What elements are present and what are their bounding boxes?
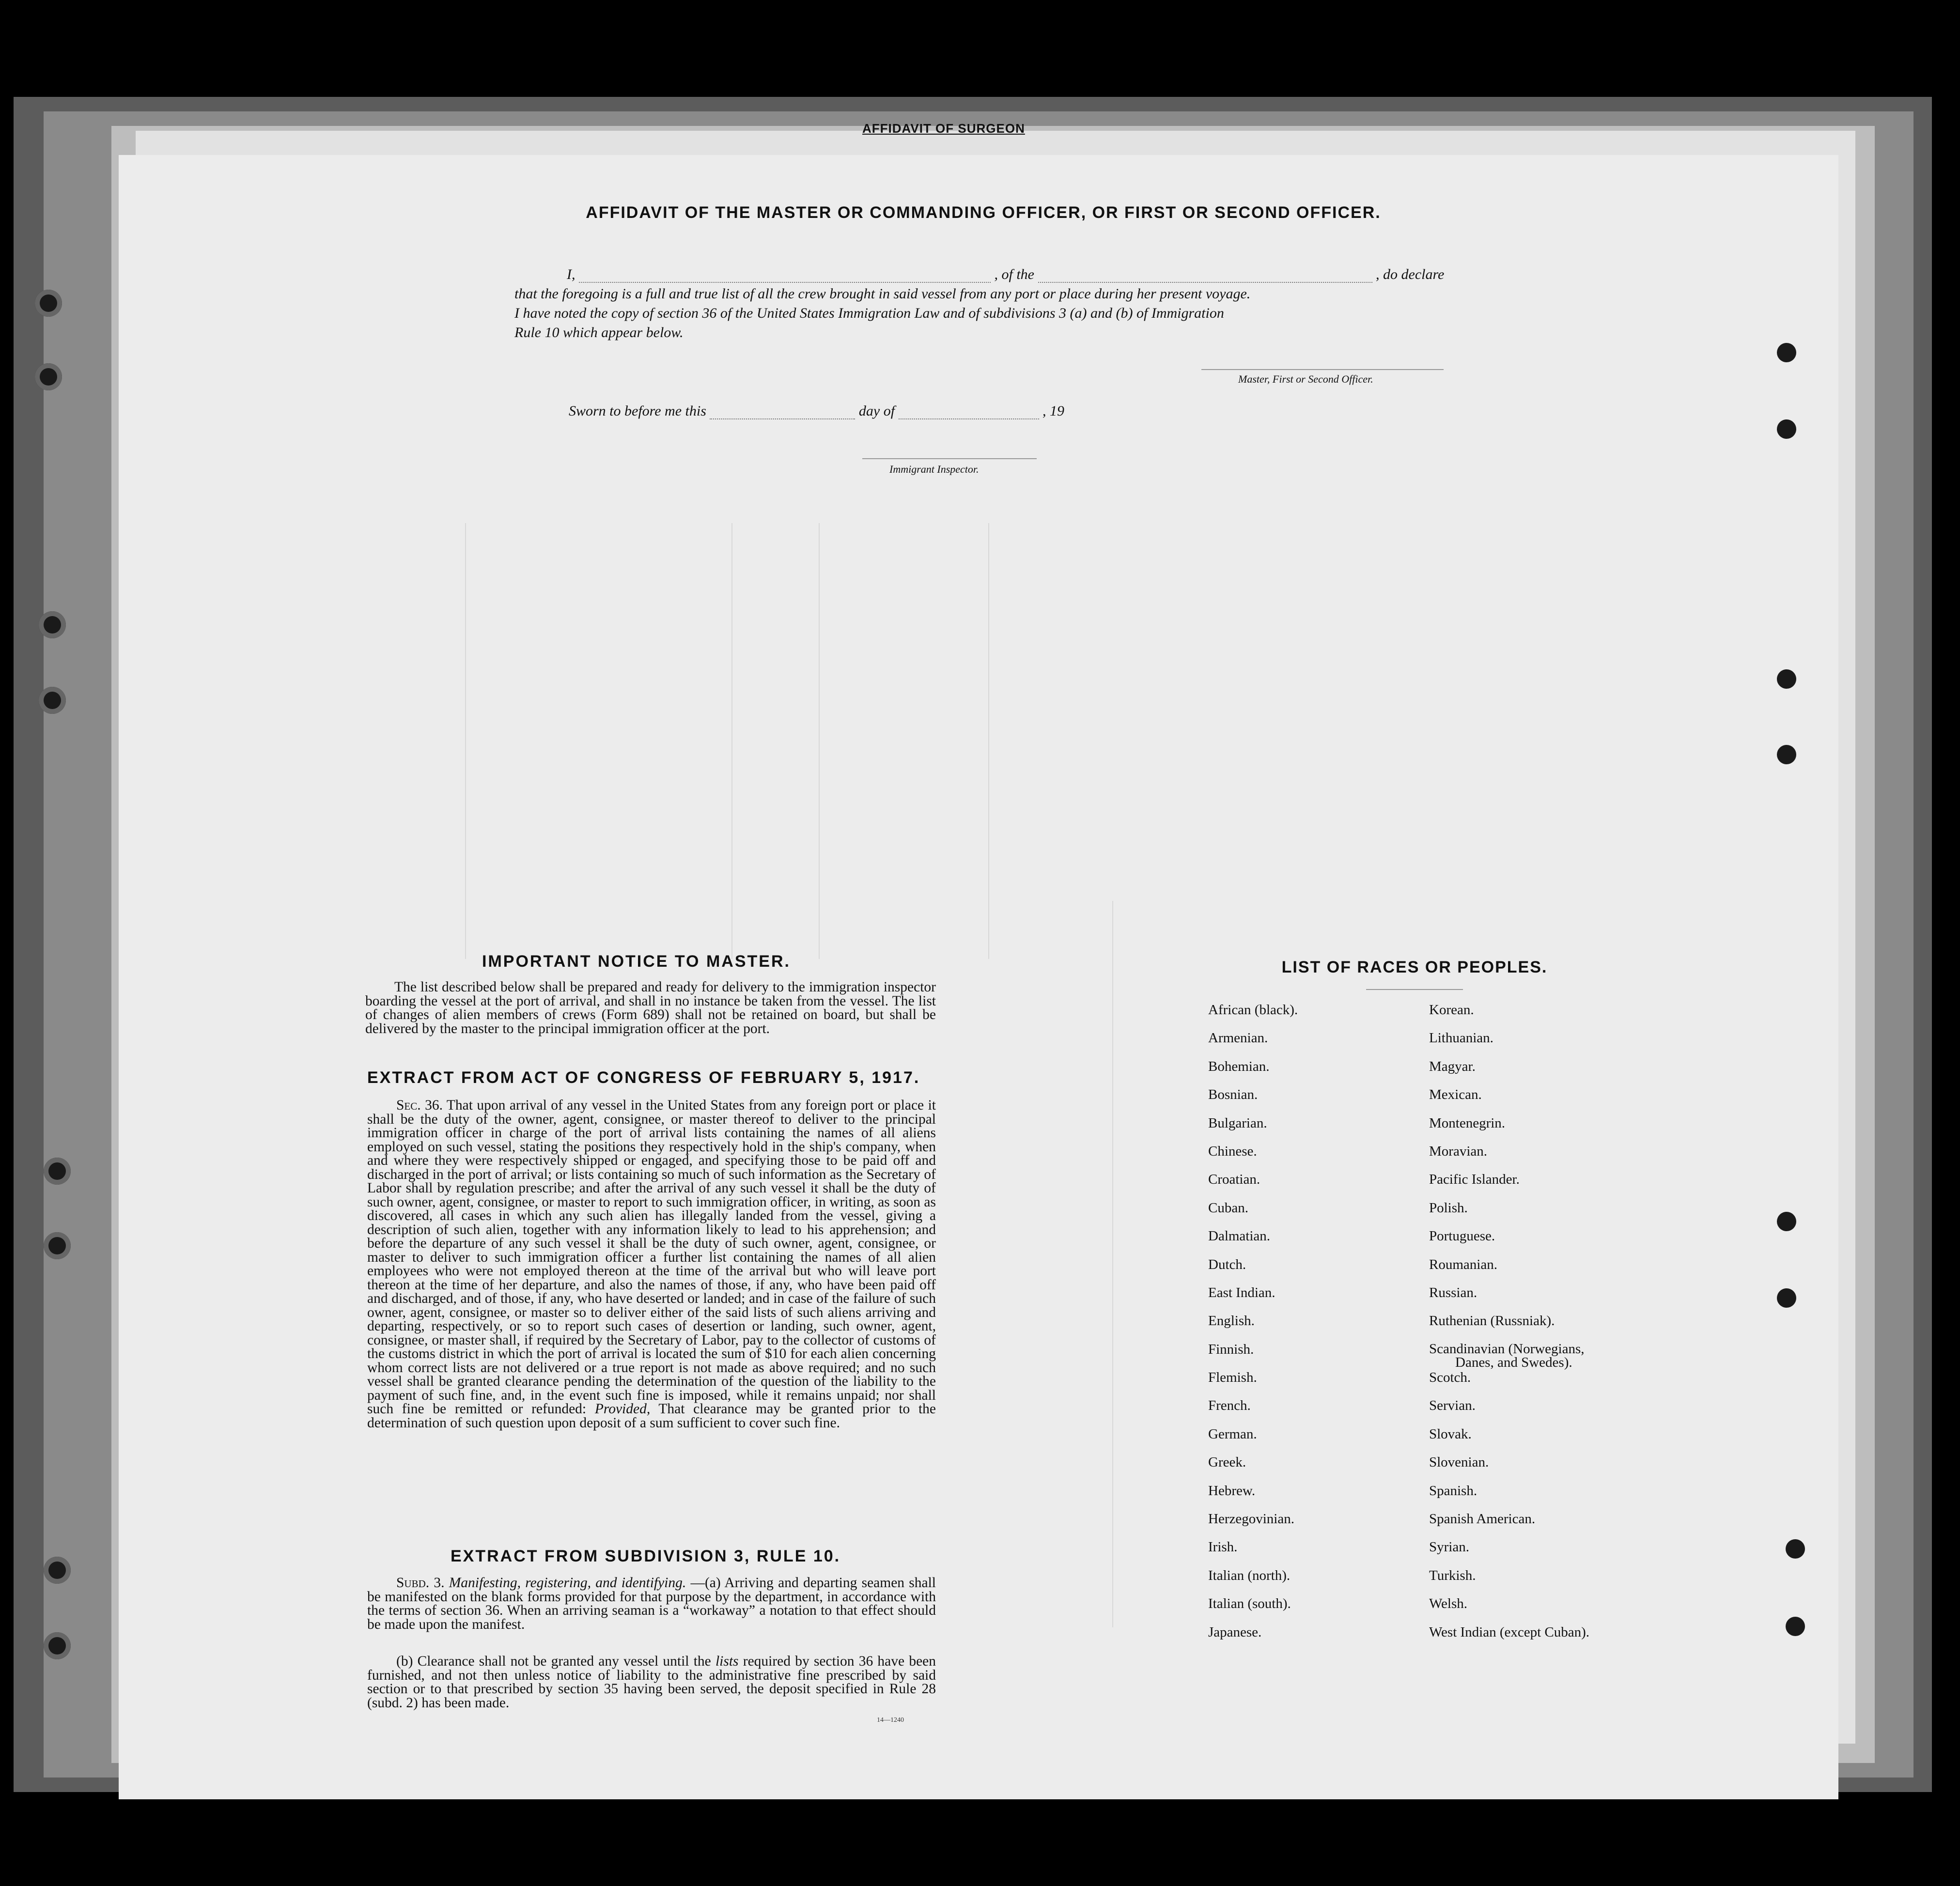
race-item: Croatian. [1208,1172,1260,1188]
act-extract-heading: EXTRACT FROM ACT OF CONGRESS OF FEBRUARY 5, 1917. [367,1068,920,1087]
subdivision-a-body: —(a) Arriving and departing seamen shall be manifested on the blank forms provided for that purpose by the department, in accordance with the terms of section 36. When an arriving seaman is a “workaway” a notation to that effect should be made upon the manifest. [367,1575,936,1632]
binder-hole [1777,1288,1796,1308]
race-item: Spanish American. [1429,1511,1536,1527]
binder-hole [35,363,62,390]
binder-hole [44,1158,71,1185]
races-column-2 [1429,1003,1589,1653]
binder-hole [44,1557,71,1584]
race-item: African (black). [1208,1002,1298,1018]
race-item: Polish. [1429,1200,1468,1216]
race-item: Roumanian. [1429,1256,1497,1272]
race-item: East Indian. [1208,1284,1276,1300]
vessel-name-blank[interactable] [1038,282,1372,283]
sworn-text: Sworn to before me this [569,403,706,419]
binder-hole [1777,419,1796,439]
declaration-line-4: Rule 10 which appear below. [514,325,684,340]
races-list-title: LIST OF RACES OR PEOPLES. [1281,958,1548,976]
race-item: Montenegrin. [1429,1115,1506,1131]
day-of-text: day of [858,403,895,419]
bleed-through-rule [988,523,989,959]
declaration-line-1 [567,266,1444,283]
race-item: Moravian. [1429,1143,1487,1159]
notice-heading: IMPORTANT NOTICE TO MASTER. [482,952,791,971]
section-body-end: That clearance may be granted prior to the determination of such question upon deposit of a sum sufficient to cover such fine. [367,1401,936,1431]
subdivision-b-label: (b) [396,1654,413,1669]
race-item: Dalmatian. [1208,1228,1271,1244]
subdivision-b-body-1: Clearance shall not be granted any vessel until the [417,1654,711,1669]
bleed-through-rule [819,523,820,959]
year-prefix: , 19 [1042,403,1065,419]
affidavit-title: AFFIDAVIT OF THE MASTER OR COMMANDING OFFICER, OR FIRST OR SECOND OFFICER. [586,203,1381,222]
race-item: Japanese. [1208,1624,1262,1640]
race-item: German. [1208,1426,1257,1442]
race-item: Italian (north). [1208,1567,1291,1583]
race-item: Turkish. [1429,1567,1476,1583]
binder-hole [39,611,66,638]
race-item: Korean. [1429,1002,1474,1018]
section-label: Sec. 36. [396,1098,443,1113]
races-title-rule [1366,989,1463,990]
rule-subd-b-text [367,1654,936,1710]
race-item: Servian. [1429,1398,1476,1414]
declaration-line-3: I have noted the copy of section 36 of the United States Immigration Law and of subdivisions 3 (a) and (b) of Immigration [514,305,1224,321]
vessel-prefix: , of the [994,266,1034,282]
race-item: Flemish. [1208,1370,1257,1386]
provided-term: Provided, [594,1401,651,1417]
race-item: Pacific Islander. [1429,1172,1520,1188]
race-item: Cuban. [1208,1200,1248,1216]
sworn-line [569,403,1064,419]
race-item: Herzegovinian. [1208,1511,1294,1527]
subdivision-label: Subd. 3. [396,1575,445,1591]
declaration-line-2: that the foregoing is a full and true list of all the crew brought in said vessel from any port or place during her present voyage. [514,286,1251,302]
master-signature-label: Master, First or Second Officer. [1238,373,1373,385]
sworn-month-blank[interactable] [899,418,1039,419]
race-item: Italian (south). [1208,1596,1291,1612]
binder-hole [1777,745,1796,764]
race-item: Russian. [1429,1284,1478,1300]
declarant-name-blank[interactable] [579,282,991,283]
master-signature-line[interactable] [1201,369,1444,370]
binder-hole [44,1232,71,1259]
race-item: Slovak. [1429,1426,1472,1442]
race-item: Lithuanian. [1429,1030,1493,1046]
race-item: Dutch. [1208,1256,1246,1272]
race-item: Irish. [1208,1539,1238,1555]
inspector-signature-line[interactable] [862,458,1037,459]
race-item: Magyar. [1429,1058,1476,1074]
race-item: Scotch. [1429,1370,1471,1386]
binder-hole [1786,1539,1805,1559]
binder-hole [44,1632,71,1659]
race-item: Slovenian. [1429,1454,1489,1470]
race-item: Chinese. [1208,1143,1257,1159]
race-item: Bulgarian. [1208,1115,1267,1131]
bleed-through-rule [1112,901,1113,1627]
rule-extract-heading: EXTRACT FROM SUBDIVISION 3, RULE 10. [451,1547,841,1565]
race-item: French. [1208,1398,1251,1414]
bleed-through-rule [731,523,732,959]
rule-subd-a-text [367,1576,936,1631]
notice-text: The list described below shall be prepared and ready for delivery to the immigration inspector boarding the vessel at the port of arrival, and shall in no instance be taken from the vessel. The list of changes of alien members of crews (Form 689) shall not be retained on board, but shall be delivered by the master to the principal immigration officer at the port. [365,979,936,1036]
race-item: Bosnian. [1208,1087,1258,1103]
binder-hole [1777,669,1796,689]
race-item: Bohemian. [1208,1058,1270,1074]
races-column-1 [1208,1003,1298,1653]
declarant-prefix: I, [567,266,576,282]
race-item: Welsh. [1429,1596,1468,1612]
race-item: Portuguese. [1429,1228,1495,1244]
bleed-through-rule [465,523,466,959]
surgeon-affidavit-title: AFFIDAVIT OF SURGEON [862,121,1025,136]
binder-hole [1777,1212,1796,1231]
binder-hole [1777,343,1796,362]
race-item: English. [1208,1313,1255,1329]
section-body: That upon arrival of any vessel in the United States from any foreign port or place it shall be the duty of the owner, agent, consignee, or master thereof to deliver to the principal immigration officer in charge of the port of arrival lists containing the names of all aliens employed on such vessel, stating the positions they respectively hold in the ship's company, when and where they were respectively shipped or engaged, and specifying those to be paid off and discharged in the port of arrival; or lists containing so much of such information as the Secretary of Labor shall by regulation prescribe; and after the arrival of any such vessel it shall be the duty of such owner, agent, consignee, or master to report to such immigration officer, in writing, as soon as discovered, all cases in which any such alien has illegally landed from the vessel, giving a description of such alien, together with any information likely to lead to his apprehension; and before the departure of any such vessel it shall be the duty of such owner, agent, consignee, or master to deliver to such immigration officer a further list containing the names of all alien employees who were not employed thereon at the time of the arrival but who will leave port thereon at the time of her departure, and also the names of those, if any, who have been paid off and discharged, and of those, if any, who have deserted or landed; and in case of the failure of such owner, agent, consignee, or master so to deliver either of the said lists of such aliens arriving and departing, respectively, or so to report such cases of desertion or landing, such owner, agent, consignee, or master shall, if required by the Secretary of Labor, pay to the collector of customs of the customs district in which the port of arrival is located the sum of $10 for each alien concerning whom correct lists are not delivered or a true report is not made as above required; and no such vessel shall be granted clearance pending the determination of the question of the liability to the payment of such fine, and, in the event such fine is imposed, while it remains unpaid; nor shall such fine be remitted or refunded: [367,1098,936,1417]
act-section-36-text [367,1098,936,1430]
inspector-signature-label: Immigrant Inspector. [889,463,979,475]
race-item: Greek. [1208,1454,1246,1470]
race-item: Hebrew. [1208,1483,1256,1499]
binder-hole [35,290,62,317]
binder-hole [39,687,66,714]
subdivision-title: Manifesting, registering, and identifying. [449,1575,686,1591]
lists-term: lists [715,1654,739,1669]
race-item: Ruthenian (Russniak). [1429,1313,1555,1329]
race-item-line: Scandinavian (Norwegians, [1429,1341,1585,1357]
subdivision-b-body-2: required by section 36 have been furnished, and not then unless notice of liability to the administrative fine prescribed by said section or to that prescribed by section 35 having been served, the deposit specified in Rule 28 (subd. 2) has been made. [367,1654,936,1711]
declare-suffix: , do declare [1376,266,1445,282]
race-item: Mexican. [1429,1087,1482,1103]
form-number: 14—1240 [877,1716,904,1724]
race-item-line: Danes, and Swedes). [1455,1354,1572,1370]
race-item: Spanish. [1429,1483,1478,1499]
sworn-day-blank[interactable] [710,418,855,419]
race-item-scandinavian [1429,1342,1589,1370]
race-item: Armenian. [1208,1030,1268,1046]
binder-hole [1786,1617,1805,1636]
race-item: Finnish. [1208,1341,1254,1357]
race-item: West Indian (except Cuban). [1429,1624,1590,1640]
race-item: Syrian. [1429,1539,1469,1555]
